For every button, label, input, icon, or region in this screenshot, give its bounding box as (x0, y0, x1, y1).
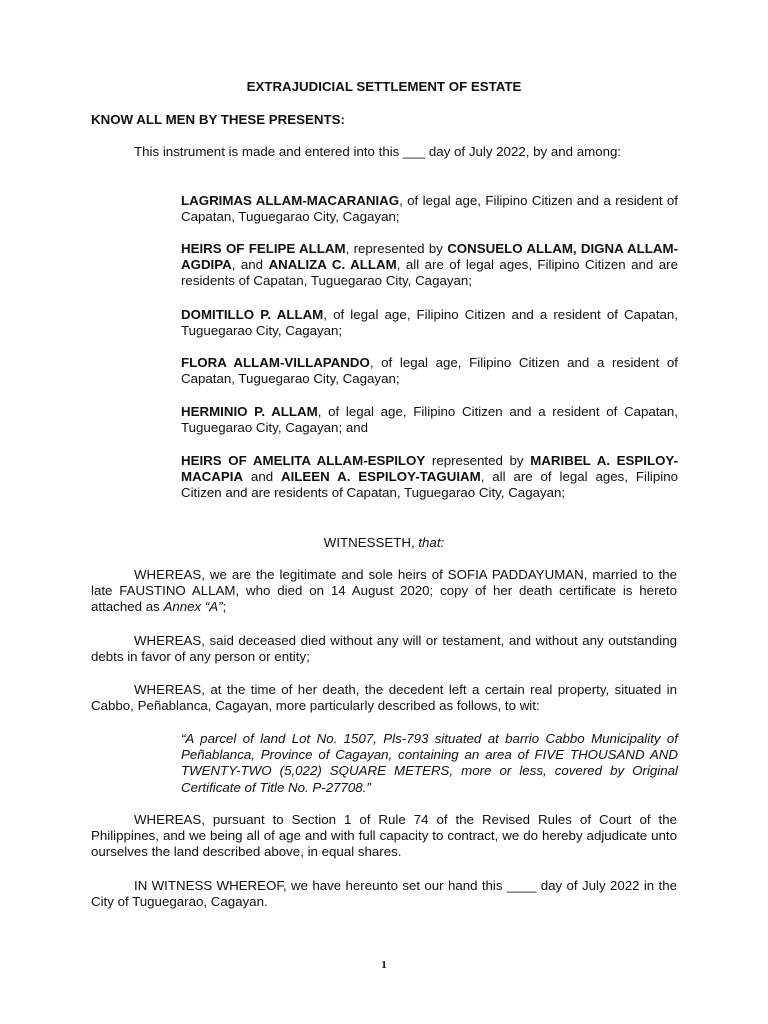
page-number: 1 (381, 959, 387, 971)
party-2-desc: , all are of legal ages, Filipino Citizen and are residents of Capatan, Tuguegarao City, Cagayan; (181, 257, 678, 289)
party-5-name: HERMINIO P. ALLAM (181, 404, 318, 419)
party-2-rep2: ANALIZA C. ALLAM (268, 257, 397, 273)
party-4-name: FLORA ALLAM-VILLAPANDO (181, 355, 370, 370)
party-4 (181, 355, 678, 387)
party-2-name: HEIRS OF FELIPE ALLAM (181, 241, 346, 256)
annex-reference: Annex “A” (163, 599, 223, 615)
party-4-desc: , of legal age, Filipino Citizen and a resident of Capatan, Tuguegarao City, Cagayan; (181, 355, 679, 387)
whereas-heirs-end: ; (222, 599, 227, 615)
party-1-name: LAGRIMAS ALLAM-MACARANIAG (181, 193, 400, 208)
party-3 (181, 307, 678, 339)
opening-heading: KNOW ALL MEN BY THESE PRESENTS: (91, 112, 345, 127)
witnesseth-heading (0, 535, 768, 551)
party-6-mid2: and (243, 469, 281, 485)
whereas-property-paragraph: WHEREAS, at the time of her death, the decedent left a certain real property, situated in Cabbo, Peñablanca, Cagayan, more particularly described as follows, to wit: (91, 682, 677, 714)
party-6-rep1: MARIBEL A. ESPILOY-MACAPIA (181, 453, 678, 485)
party-6-rep2: AILEEN A. ESPILOY-TAGUIAM (281, 469, 481, 485)
party-3-desc: , of legal age, Filipino Citizen and a resident of Capatan, Tuguegarao City, Cagayan; (181, 307, 678, 339)
witness-whereof-paragraph: IN WITNESS WHEREOF, we have hereunto set our hand this ____ day of July 2022 in the City of Tuguegarao, Cagayan. (91, 878, 677, 910)
party-2-mid2: , and (231, 257, 269, 273)
witnesseth-that: that: (418, 535, 445, 550)
intro-paragraph: This instrument is made and entered into this ___ day of July 2022, by and among: (134, 144, 622, 159)
document-title: EXTRAJUDICIAL SETTLEMENT OF ESTATE (246, 79, 522, 94)
whereas-no-will-paragraph: WHEREAS, said deceased died without any will or testament, and without any outstanding debts in favor of any person or entity; (91, 633, 677, 665)
party-5-desc: , of legal age, Filipino Citizen and a resident of Capatan, Tuguegarao City, Cagayan; and (181, 404, 678, 436)
party-2-mid1: , represented by (345, 241, 448, 256)
party-3-name: DOMITILLO P. ALLAM (181, 307, 324, 322)
party-1 (181, 193, 678, 225)
whereas-heirs-text: WHEREAS, we are the legitimate and sole heirs of SOFIA PADDAYUMAN, married to the late FAUSTINO ALLAM, who died on 14 August 2020; copy of her death certificate is hereto attached as (91, 567, 677, 615)
party-6-name: HEIRS OF AMELITA ALLAM-ESPILOY (181, 453, 426, 468)
whereas-heirs-paragraph (91, 567, 677, 616)
party-6-desc: , all are of legal ages, Filipino Citizen and are residents of Capatan, Tuguegarao City, Cagayan; (181, 469, 678, 501)
whereas-adjudication-paragraph: WHEREAS, pursuant to Section 1 of Rule 74 of the Revised Rules of Court of the Philippines, and we being all of age and with full capacity to contract, we do hereby adjudicate unto ourselves the land described above, in equal shares. (91, 812, 677, 860)
party-6-mid1: represented by (425, 453, 531, 468)
witnesseth-word: WITNESSETH, (323, 535, 419, 550)
party-2 (181, 241, 678, 290)
party-5 (181, 404, 678, 436)
party-2-rep1: CONSUELO ALLAM, DIGNA ALLAM-AGDIPA (181, 241, 678, 273)
party-1-desc: , of legal age, Filipino Citizen and a resident of Capatan, Tuguegarao City, Cagayan; (181, 193, 679, 225)
property-description-quote: “A parcel of land Lot No. 1507, Pls-793 situated at barrio Cabbo Municipality of Peñablanca, Province of Cagayan, containing an area of FIVE THOUSAND AND TWENTY-TWO (5,022) SQUARE METERS, more or less, covered by Original Certificate of Title No. P-27708.” (181, 731, 678, 795)
party-6 (181, 453, 678, 502)
